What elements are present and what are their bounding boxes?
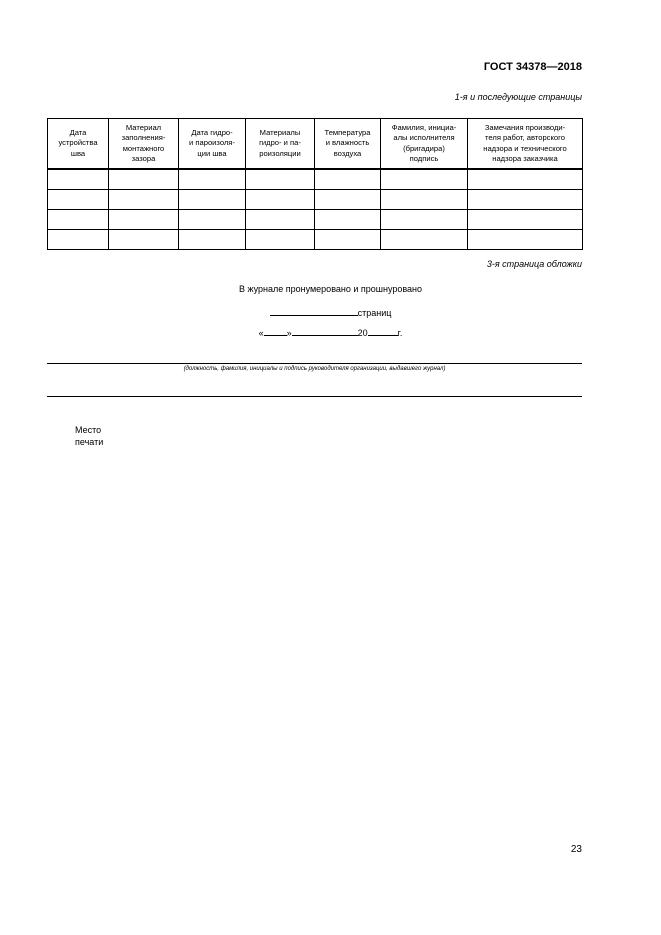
column-header-line: надзора и технического xyxy=(483,143,567,153)
column-header-2 xyxy=(109,119,179,170)
table-cell[interactable] xyxy=(381,169,468,190)
column-header-line: теля работ, авторского xyxy=(485,133,565,142)
column-header-line: монтажного xyxy=(122,143,165,153)
column-header-line: заполнения- xyxy=(121,133,166,142)
column-header-line: подпись xyxy=(409,154,439,163)
table-cell[interactable] xyxy=(179,230,246,250)
table-cell[interactable] xyxy=(468,210,583,230)
table-cell[interactable] xyxy=(179,169,246,190)
pages-suffix: страниц xyxy=(357,308,392,318)
year-prefix: 20 xyxy=(357,328,368,338)
signature-line[interactable] xyxy=(47,363,582,364)
table-cell[interactable] xyxy=(48,169,109,190)
table-cell[interactable] xyxy=(315,210,381,230)
stamp-label-line-2: печати xyxy=(75,437,104,447)
table-cell[interactable] xyxy=(246,210,315,230)
column-header-line: Фамилия, инициа- xyxy=(391,122,457,132)
column-header-line: надзора заказчика xyxy=(492,154,558,163)
journal-table xyxy=(47,118,583,250)
table-cell[interactable] xyxy=(468,169,583,190)
date-line xyxy=(0,326,661,338)
pages-count-line xyxy=(0,306,661,318)
month-blank[interactable] xyxy=(292,326,358,336)
date-open-quote: « xyxy=(258,328,264,338)
page-number: 23 xyxy=(570,844,582,855)
column-header-5 xyxy=(315,119,381,170)
column-header-line: роизоляции xyxy=(259,148,301,158)
table-header-row xyxy=(48,119,583,170)
divider-line xyxy=(47,396,582,397)
table-cell[interactable] xyxy=(179,210,246,230)
document-number: ГОСТ 34378—2018 xyxy=(483,61,582,73)
table-cell[interactable] xyxy=(468,190,583,210)
column-header-line: Материал xyxy=(125,122,162,132)
column-header-line: алы исполнителя xyxy=(393,133,455,142)
table-body xyxy=(48,169,583,250)
table-cell[interactable] xyxy=(381,230,468,250)
column-header-line: и пароизоля- xyxy=(189,138,235,148)
column-header-line: гидро- и па- xyxy=(259,138,301,148)
column-header-7 xyxy=(468,119,583,170)
table-cell[interactable] xyxy=(179,190,246,210)
stamp-place-label xyxy=(75,424,103,448)
column-header-line: Температура xyxy=(324,127,371,137)
table-row xyxy=(48,230,583,250)
year-blank[interactable] xyxy=(368,326,398,336)
table-cell[interactable] xyxy=(246,230,315,250)
column-header-1 xyxy=(48,119,109,170)
column-header-line: шва xyxy=(70,148,86,158)
day-blank[interactable] xyxy=(264,326,287,336)
table-cell[interactable] xyxy=(315,169,381,190)
column-header-line: Замечания производи- xyxy=(484,122,566,132)
date-close-quote: » xyxy=(286,328,292,338)
table-cell[interactable] xyxy=(315,190,381,210)
column-header-line: воздуха xyxy=(333,148,362,158)
column-header-line: (бригадира) xyxy=(403,143,445,153)
column-header-line: Дата гидро- xyxy=(191,127,233,137)
section-note-cover: 3-я страница обложки xyxy=(486,259,582,269)
table-cell[interactable] xyxy=(109,230,179,250)
column-header-line: ции шва xyxy=(197,148,227,158)
table-row xyxy=(48,210,583,230)
column-header-line: устройства xyxy=(58,138,98,148)
column-header-line: Материалы xyxy=(259,127,301,137)
column-header-line: зазора xyxy=(131,154,156,163)
table-cell[interactable] xyxy=(48,210,109,230)
table-cell[interactable] xyxy=(48,230,109,250)
column-header-line: и влажность xyxy=(325,138,370,148)
column-header-4 xyxy=(246,119,315,170)
year-suffix: г. xyxy=(397,328,403,338)
section-note-pages: 1-я и последующие страницы xyxy=(454,92,582,102)
table-cell[interactable] xyxy=(381,190,468,210)
column-header-line: Дата xyxy=(69,127,87,137)
table-row xyxy=(48,190,583,210)
table-cell[interactable] xyxy=(246,190,315,210)
signature-caption: (должность, фамилия, инициалы и подпись руководителя организации, выдавшего журнал) xyxy=(183,366,446,372)
numbered-statement: В журнале пронумеровано и прошнуровано xyxy=(238,284,423,294)
table-cell[interactable] xyxy=(315,230,381,250)
table-cell[interactable] xyxy=(109,169,179,190)
table-cell[interactable] xyxy=(246,169,315,190)
stamp-label-line-1: Место xyxy=(75,425,102,435)
pages-blank[interactable] xyxy=(270,306,358,316)
column-header-3 xyxy=(179,119,246,170)
table-cell[interactable] xyxy=(109,210,179,230)
table-row xyxy=(48,169,583,190)
table-cell[interactable] xyxy=(381,210,468,230)
table-cell[interactable] xyxy=(48,190,109,210)
table-cell[interactable] xyxy=(468,230,583,250)
table-cell[interactable] xyxy=(109,190,179,210)
column-header-6 xyxy=(381,119,468,170)
